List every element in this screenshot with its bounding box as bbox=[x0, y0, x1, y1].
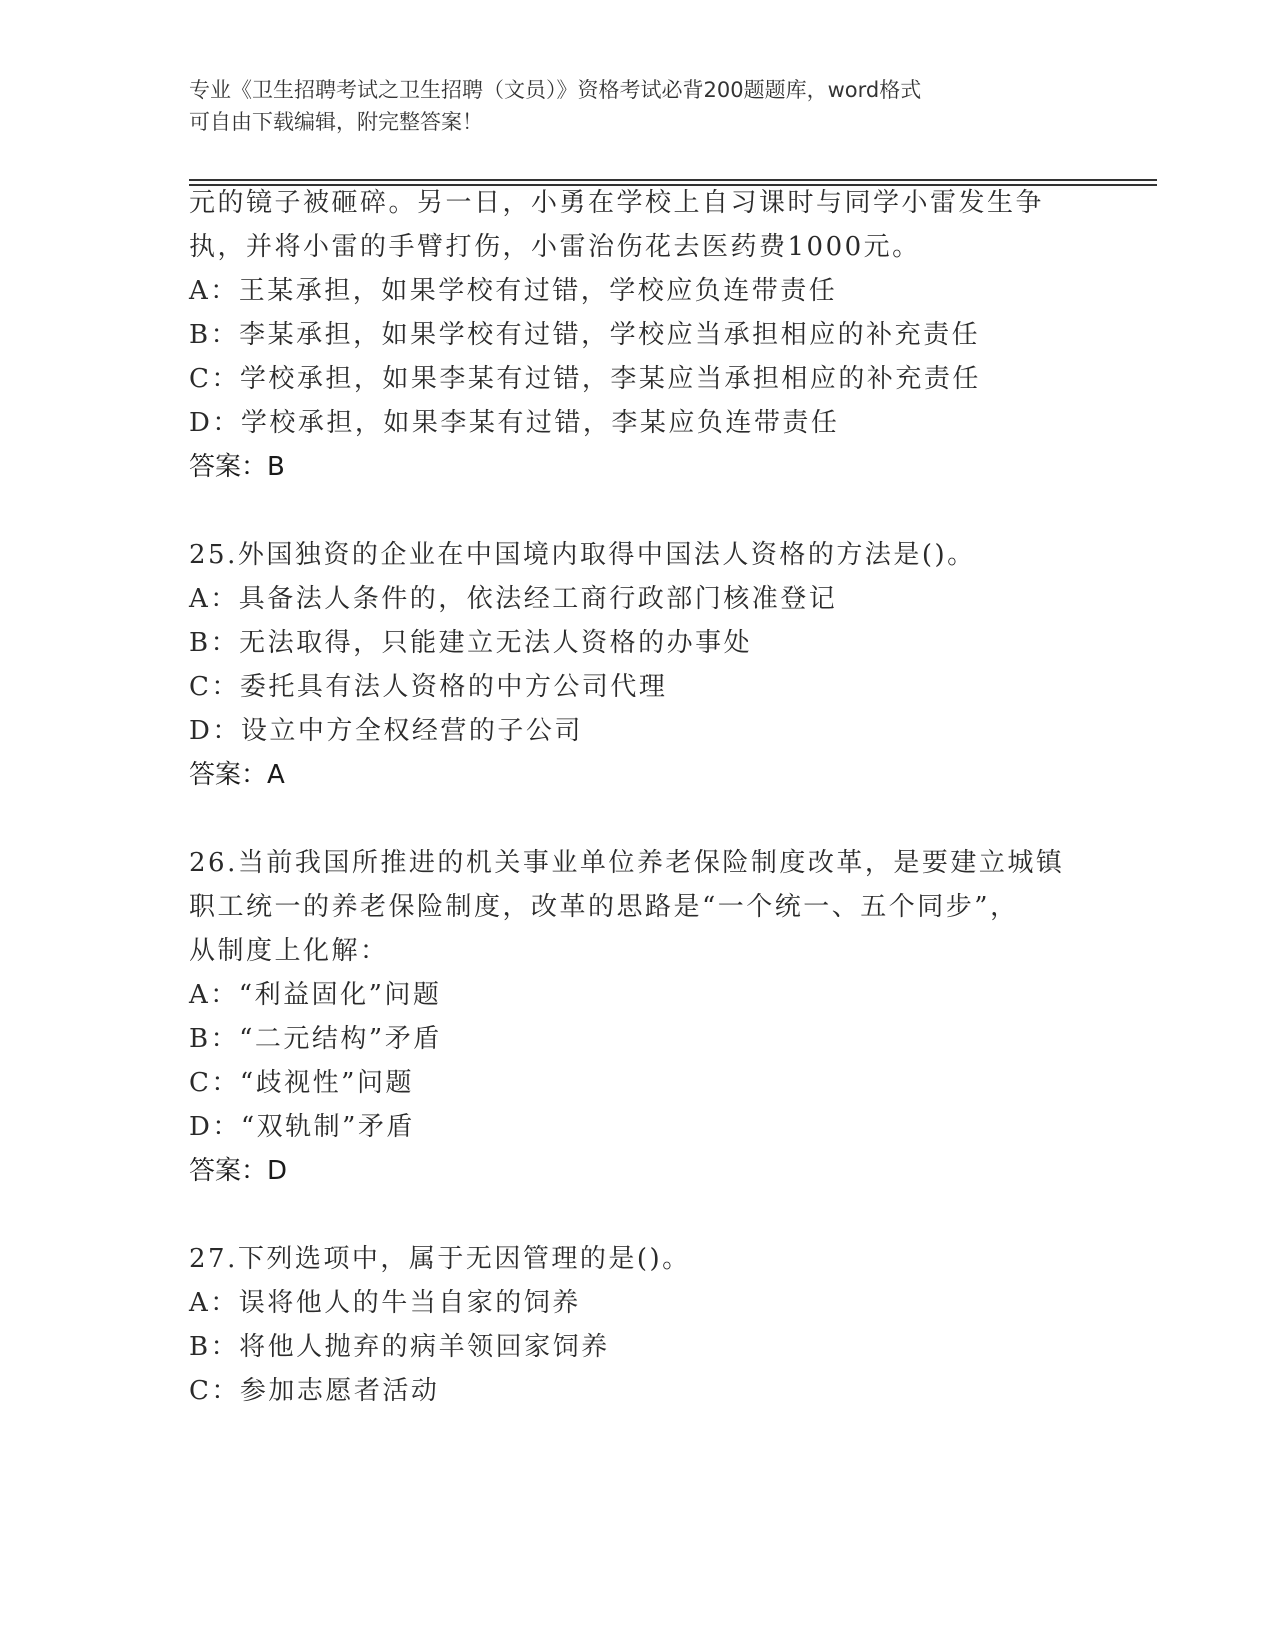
question-continuation-line-2: 执，并将小雷的手臂打伤，小雷治伤花去医药费1000元。 bbox=[189, 232, 921, 262]
header-title-line-2: 可自由下载编辑，附完整答案！ bbox=[189, 110, 483, 134]
question-25-option-c: C：委托具有法人资格的中方公司代理 bbox=[189, 672, 668, 702]
question-27-option-a: A：误将他人的牛当自家的饲养 bbox=[189, 1288, 581, 1318]
option-b: B：李某承担，如果学校有过错，学校应当承担相应的补充责任 bbox=[189, 320, 981, 350]
option-c: C：学校承担，如果李某有过错，李某应当承担相应的补充责任 bbox=[189, 364, 981, 394]
question-27-option-b: B：将他人抛弃的病羊领回家饲养 bbox=[189, 1332, 610, 1362]
question-26-answer: 答案：D bbox=[189, 1156, 288, 1186]
question-26-stem-line-2: 职工统一的养老保险制度，改革的思路是“一个统一、五个同步”， bbox=[189, 892, 1019, 922]
question-25-option-a: A：具备法人条件的，依法经工商行政部门核准登记 bbox=[189, 584, 838, 614]
question-26-option-a: A：“利益固化”问题 bbox=[189, 980, 442, 1010]
question-25-answer: 答案：A bbox=[189, 760, 285, 790]
question-26-option-b: B：“二元结构”矛盾 bbox=[189, 1024, 442, 1054]
option-d: D：学校承担，如果李某有过错，李某应负连带责任 bbox=[189, 408, 840, 438]
question-25-option-b: B：无法取得，只能建立无法人资格的办事处 bbox=[189, 628, 753, 658]
question-27-stem: 27.下列选项中，属于无因管理的是()。 bbox=[189, 1244, 691, 1274]
answer-line: 答案：B bbox=[189, 452, 285, 482]
question-26-stem-line-3: 从制度上化解： bbox=[189, 936, 389, 966]
header-rule-top bbox=[189, 179, 1157, 181]
question-26-option-c: C：“歧视性”问题 bbox=[189, 1068, 414, 1098]
option-a: A：王某承担，如果学校有过错，学校应负连带责任 bbox=[189, 276, 838, 306]
question-27-option-c: C：参加志愿者活动 bbox=[189, 1376, 440, 1406]
question-25-option-d: D：设立中方全权经营的子公司 bbox=[189, 716, 583, 746]
question-26-option-d: D：“双轨制”矛盾 bbox=[189, 1112, 415, 1142]
header-title-line-1: 专业《卫生招聘考试之卫生招聘（文员）》资格考试必背200题题库，word格式 bbox=[189, 78, 922, 102]
document-header bbox=[189, 74, 1089, 138]
question-26-stem-line-1: 26.当前我国所推进的机关事业单位养老保险制度改革，是要建立城镇 bbox=[189, 848, 1065, 878]
question-25-stem: 25.外国独资的企业在中国境内取得中国法人资格的方法是()。 bbox=[189, 540, 976, 570]
question-continuation-line-1: 元的镜子被砸碎。另一日，小勇在学校上自习课时与同学小雷发生争 bbox=[189, 188, 1045, 218]
